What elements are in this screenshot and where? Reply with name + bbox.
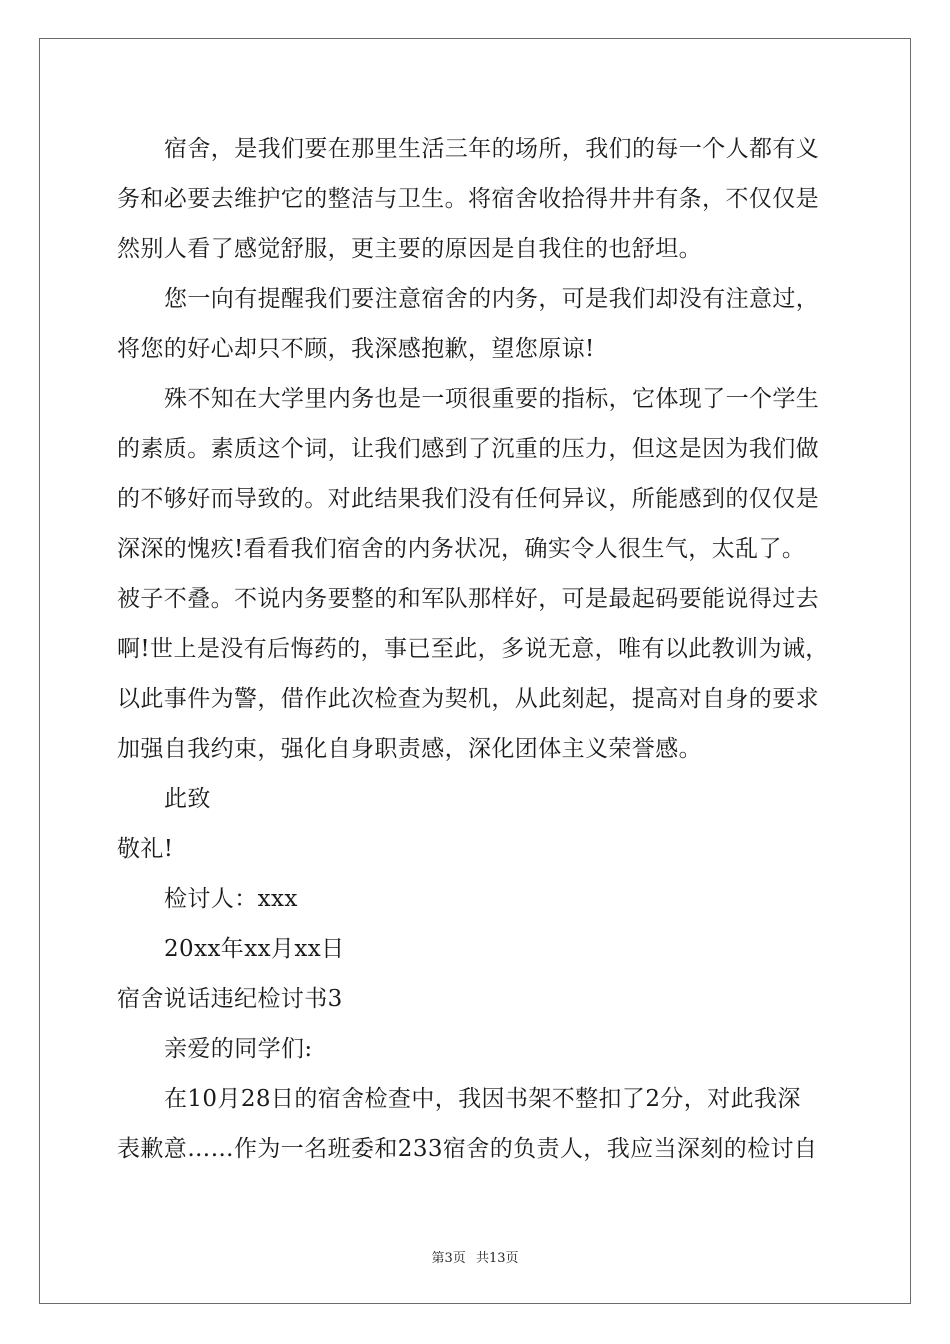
document-body xyxy=(117,124,835,1174)
paragraph-line: 加强自我约束，强化自身职责感，深化团体主义荣誉感。 xyxy=(117,736,702,762)
page-number: 第3页 xyxy=(431,1251,466,1266)
closing-salutation: 此致 xyxy=(164,786,211,812)
paragraph-line: 以此事件为警，借作此次检查为契机，从此刻起，提高对自身的要求 xyxy=(117,686,819,712)
paragraph-line: 的素质。素质这个词，让我们感到了沉重的压力，但这是因为我们做 xyxy=(117,436,819,462)
section-title: 宿舍说话违纪检讨书3 xyxy=(117,986,343,1012)
page-total: 共13页 xyxy=(475,1251,519,1266)
paragraph-line: 深深的愧疚!看看我们宿舍的内务状况，确实令人很生气，太乱了。 xyxy=(117,536,806,562)
greeting: 亲爱的同学们: xyxy=(164,1036,313,1062)
paragraph-line: 表歉意……作为一名班委和233宿舍的负责人，我应当深刻的检讨自 xyxy=(117,1136,818,1162)
paragraph-line: 然别人看了感觉舒服，更主要的原因是自我住的也舒坦。 xyxy=(117,236,702,262)
signature-author: 检讨人：xxx xyxy=(164,886,298,912)
paragraph-line: 啊!世上是没有后悔药的，事已至此，多说无意，唯有以此教训为诫， xyxy=(117,636,829,662)
paragraph-line: 您一向有提醒我们要注意宿舍的内务，可是我们却没有注意过， xyxy=(164,286,820,312)
paragraph-line: 宿舍，是我们要在那里生活三年的场所，我们的每一个人都有义 xyxy=(164,136,820,162)
paragraph-line: 殊不知在大学里内务也是一项很重要的指标，它体现了一个学生 xyxy=(164,386,820,412)
paragraph-line: 的不够好而导致的。对此结果我们没有任何异议，所能感到的仅仅是 xyxy=(117,486,819,512)
page-footer xyxy=(0,1247,950,1266)
paragraph-line: 务和必要去维护它的整洁与卫生。将宿舍收拾得井井有条，不仅仅是 xyxy=(117,186,819,212)
paragraph-line: 将您的好心却只不顾，我深感抱歉，望您原谅! xyxy=(117,336,595,362)
paragraph-line: 被子不叠。不说内务要整的和军队那样好，可是最起码要能说得过去 xyxy=(117,586,819,612)
paragraph-line: 在10月28日的宿舍检查中，我因书架不整扣了2分，对此我深 xyxy=(164,1086,801,1112)
signature-date: 20xx年xx月xx日 xyxy=(164,936,345,962)
closing-regards: 敬礼! xyxy=(117,836,174,862)
